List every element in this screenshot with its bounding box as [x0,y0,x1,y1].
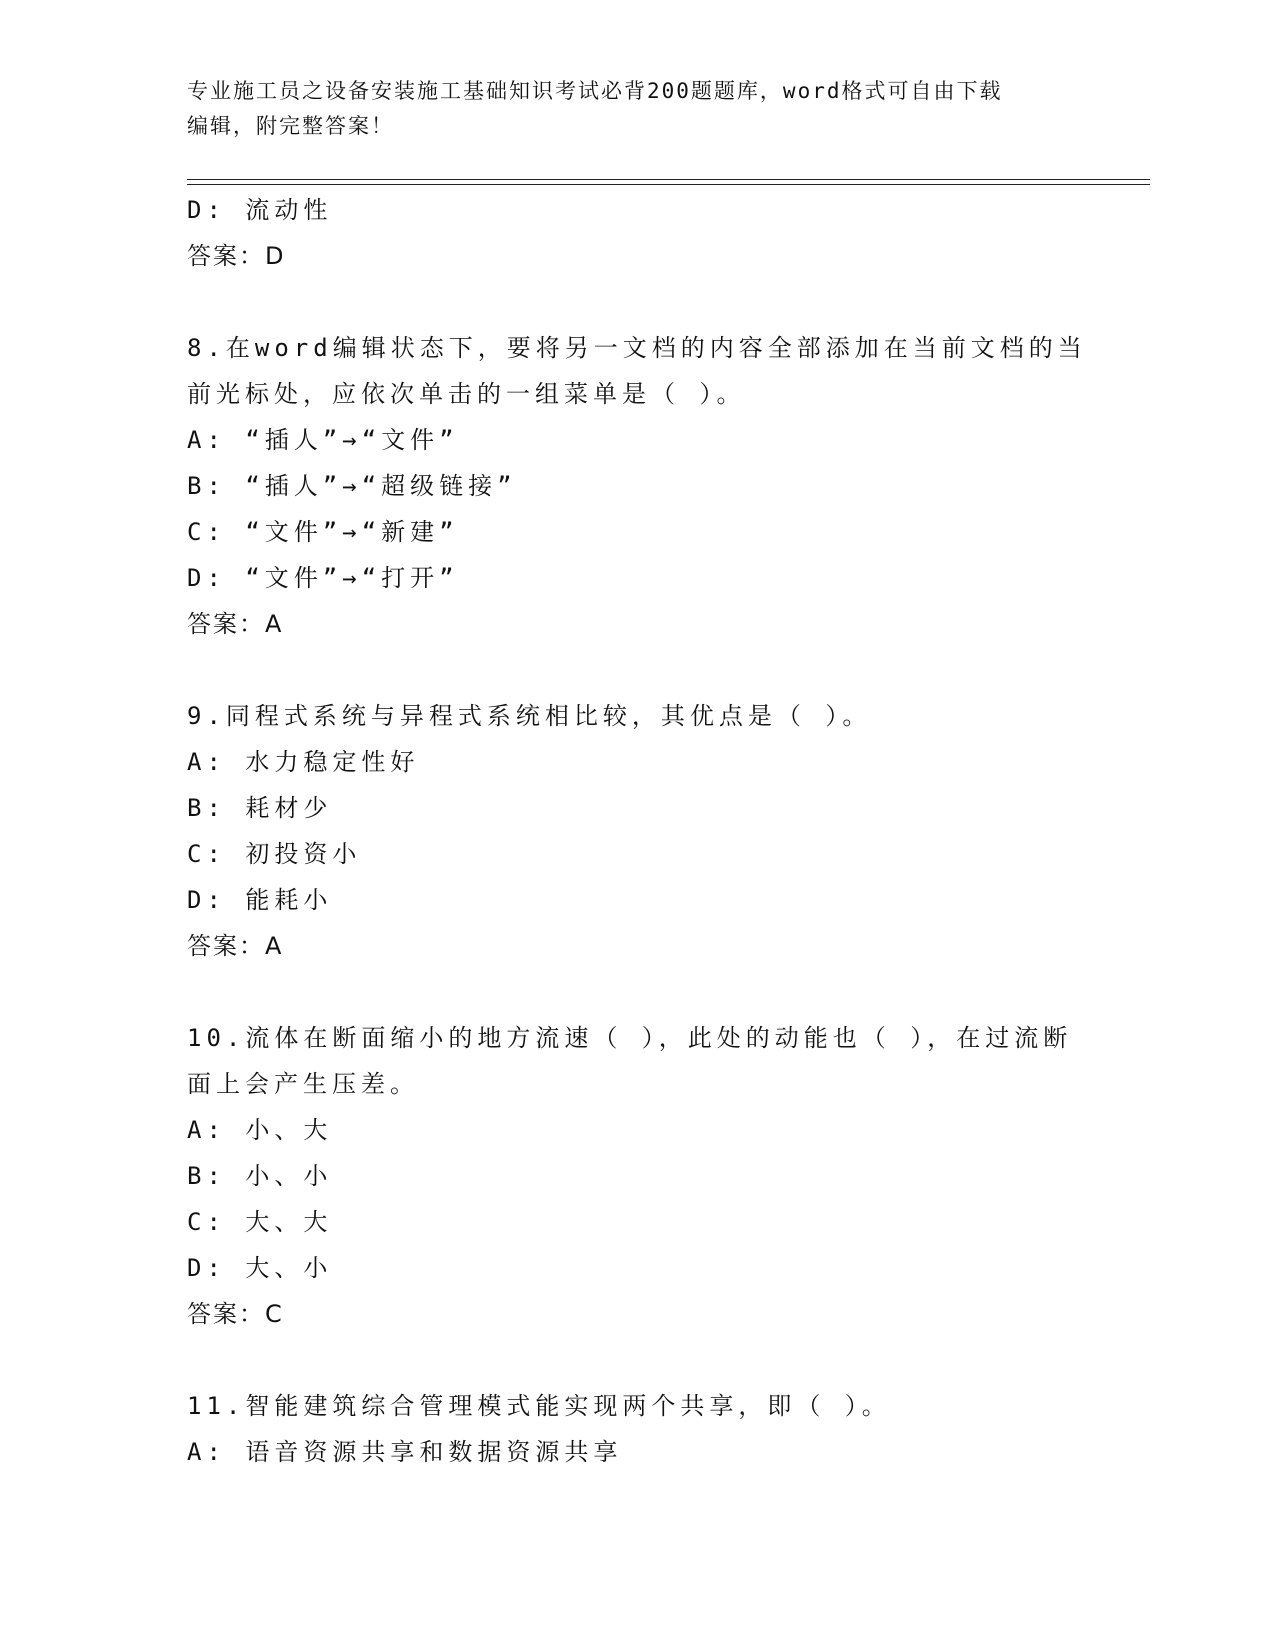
option-a: A: 水力稳定性好 [187,748,420,776]
question-stem: 11.智能建筑综合管理模式能实现两个共享，即（ ）。 [187,1392,891,1420]
question-stem: 10.流体在断面缩小的地方流速（ ），此处的动能也（ ），在过流断 [187,1024,1073,1052]
option-a: A: 语音资源共享和数据资源共享 [187,1438,623,1466]
answer-line: 答案：D [187,242,286,270]
spacer [187,969,1087,1015]
header-divider-bottom [187,184,1150,185]
option-c: C: “文件”→“新建” [187,518,459,546]
spacer [187,647,1087,693]
question-stem: 8.在word编辑状态下，要将另一文档的内容全部添加在当前文档的当 [187,334,1087,362]
answer-line: 答案：A [187,932,284,960]
question-list [187,187,1087,1475]
option-c: C: 大、大 [187,1208,333,1236]
option-b: B: 耗材少 [187,794,333,822]
option-a: A: 小、大 [187,1116,333,1144]
option-b: B: 小、小 [187,1162,333,1190]
document-header [187,74,1067,144]
header-line-2: 编辑，附完整答案！ [187,114,394,138]
header-divider-top [187,179,1150,180]
question-9 [187,693,1087,969]
option-a: A: “插人”→“文件” [187,426,459,454]
question-stem-cont: 面上会产生压差。 [187,1070,419,1098]
question-stem: 9.同程式系统与异程式系统相比较，其优点是（ ）。 [187,702,872,730]
option-b: B: “插人”→“超级链接” [187,472,517,500]
answer-line: 答案：C [187,1300,284,1328]
option-d: D: 流动性 [187,196,333,224]
question-8 [187,325,1087,647]
question-10 [187,1015,1087,1337]
option-c: C: 初投资小 [187,840,362,868]
header-line-1: 专业施工员之设备安装施工基础知识考试必背200题题库，word格式可自由下载 [187,79,1003,103]
option-d: D: 大、小 [187,1254,333,1282]
spacer [187,279,1087,325]
answer-line: 答案：A [187,610,284,638]
question-11 [187,1383,1087,1475]
option-d: D: “文件”→“打开” [187,564,459,592]
question-stem-cont: 前光标处，应依次单击的一组菜单是（ ）。 [187,380,746,408]
option-d: D: 能耗小 [187,886,333,914]
spacer [187,1337,1087,1383]
